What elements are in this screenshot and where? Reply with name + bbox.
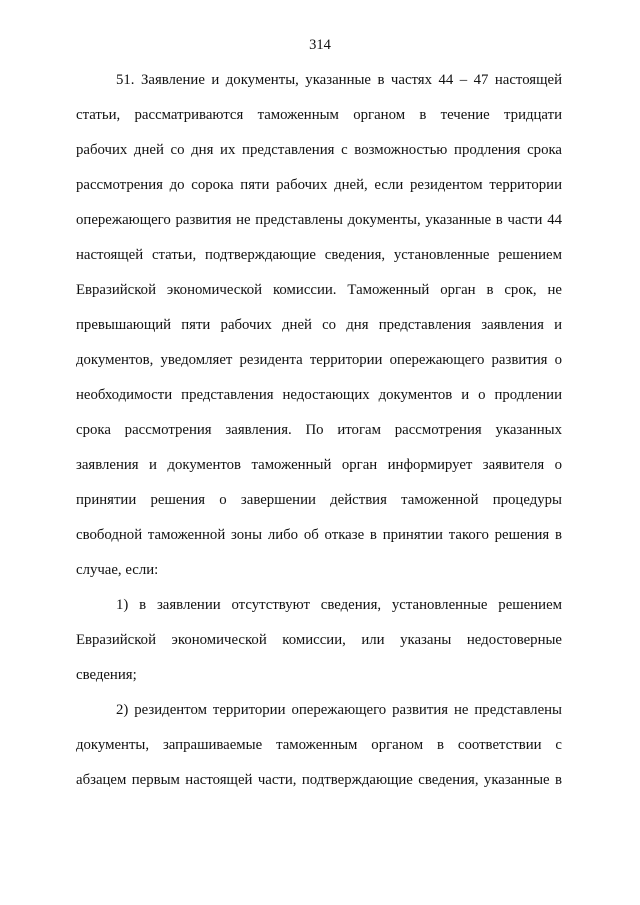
list-item-2-line: абзацем первым настоящей части, подтверждающие сведения, указанные в bbox=[76, 772, 562, 788]
text-line: превышающий пяти рабочих дней со дня представления заявления и bbox=[76, 317, 562, 333]
text-line: свободной таможенной зоны либо об отказе в принятии такого решения в bbox=[76, 527, 562, 543]
text-line: рассмотрения до сорока пяти рабочих дней, если резидентом территории bbox=[76, 177, 562, 193]
list-item-1-line: сведения; bbox=[76, 667, 137, 683]
page-number: 314 bbox=[309, 37, 331, 53]
list-item-2-line: 2) резидентом территории опережающего развития не представлены bbox=[116, 702, 562, 718]
list-item-1-line: 1) в заявлении отсутствуют сведения, установленные решением bbox=[116, 597, 562, 613]
list-item-2-line: документы, запрашиваемые таможенным органом в соответствии с bbox=[76, 737, 562, 753]
text-line: необходимости представления недостающих документов и о продлении bbox=[76, 387, 562, 403]
text-line: 51. Заявление и документы, указанные в частях 44 – 47 настоящей bbox=[116, 72, 562, 88]
list-item-1-line: Евразийской экономической комиссии, или указаны недостоверные bbox=[76, 632, 562, 648]
text-line: заявления и документов таможенный орган информирует заявителя о bbox=[76, 457, 562, 473]
text-line: опережающего развития не представлены документы, указанные в части 44 bbox=[76, 212, 562, 228]
text-line: рабочих дней со дня их представления с возможностью продления срока bbox=[76, 142, 562, 158]
text-line: случае, если: bbox=[76, 562, 159, 578]
text-line: принятии решения о завершении действия таможенной процедуры bbox=[76, 492, 562, 508]
text-line: Евразийской экономической комиссии. Таможенный орган в срок, не bbox=[76, 282, 562, 298]
text-line: документов, уведомляет резидента территории опережающего развития о bbox=[76, 352, 562, 368]
text-line: статьи, рассматриваются таможенным органом в течение тридцати bbox=[76, 107, 562, 123]
text-line: настоящей статьи, подтверждающие сведения, установленные решением bbox=[76, 247, 562, 263]
text-line: срока рассмотрения заявления. По итогам рассмотрения указанных bbox=[76, 422, 562, 438]
